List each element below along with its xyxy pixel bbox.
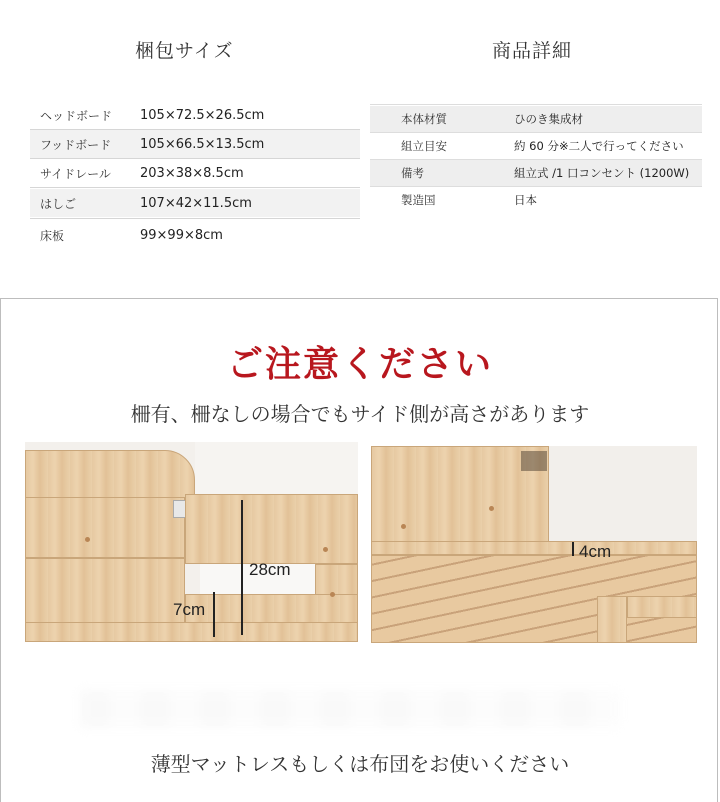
packaging-label: はしご [40,196,77,211]
corner-post [597,596,627,643]
measure-label-short: 7cm [173,600,206,619]
frame-edge [371,541,697,555]
packaging-label: フッドボード [40,137,112,152]
details-label: 組立目安 [401,139,447,153]
knot [85,537,90,542]
notice-footer: 薄型マットレスもしくは布団をお使いください [150,752,570,776]
guard-rail-top [185,494,358,564]
measure-label-tall: 28cm [249,560,291,579]
details-row-notes [370,160,702,186]
measure-label: 4cm [579,542,612,561]
packaging-row-headboard [30,101,360,129]
packaging-value: 107×42×11.5cm [140,195,252,211]
front-rail [627,596,697,618]
packaging-row-side-rail [30,159,360,187]
notice-title: ご注意ください [226,344,493,385]
packaging-label: 床板 [40,228,65,243]
packaging-value: 99×99×8cm [140,227,223,243]
packaging-value: 105×66.5×13.5cm [140,136,265,152]
packaging-label: ヘッドボード [40,108,113,123]
faded-background-text [80,690,620,728]
knot [323,547,328,552]
shelf-shadow [521,451,547,471]
knot [330,592,335,597]
divider [370,104,702,105]
measure-line-tall [241,500,243,635]
details-label: 製造国 [401,193,436,207]
divider [30,187,360,188]
details-value: ひのき集成材 [514,112,583,126]
details-label: 備考 [401,166,424,180]
measure-line [572,542,574,556]
details-label: 本体材質 [401,112,447,126]
packaging-value: 105×72.5×26.5cm [140,107,265,123]
details-row-assembly [370,133,702,159]
packaging-row-floorboard [30,221,360,249]
measure-line-short [213,592,215,637]
details-title: 商品詳細 [492,40,573,62]
divider [30,218,360,219]
board-seam [25,557,185,559]
packaging-title: 梱包サイズ [135,40,234,62]
slat-floor [25,622,358,642]
packaging-value: 203×38×8.5cm [140,165,244,181]
packaging-row-footboard [30,130,360,158]
details-value: 組立式 /1 口コンセント (1200W) [514,166,690,180]
photo-frame-corner [371,446,697,643]
knot [489,506,494,511]
packaging-label: サイドレール [40,166,111,181]
notice-subtitle: 柵有、柵なしの場合でもサイド側が高さがあります [130,402,590,426]
photo-side-rail [25,442,358,642]
details-value: 日本 [514,193,537,207]
side-board [25,497,185,642]
knot [401,524,406,529]
details-value: 約 60 分※二人で行ってください [514,139,684,153]
details-row-material [370,106,702,132]
packaging-row-ladder [30,189,360,217]
details-row-origin [370,187,702,213]
